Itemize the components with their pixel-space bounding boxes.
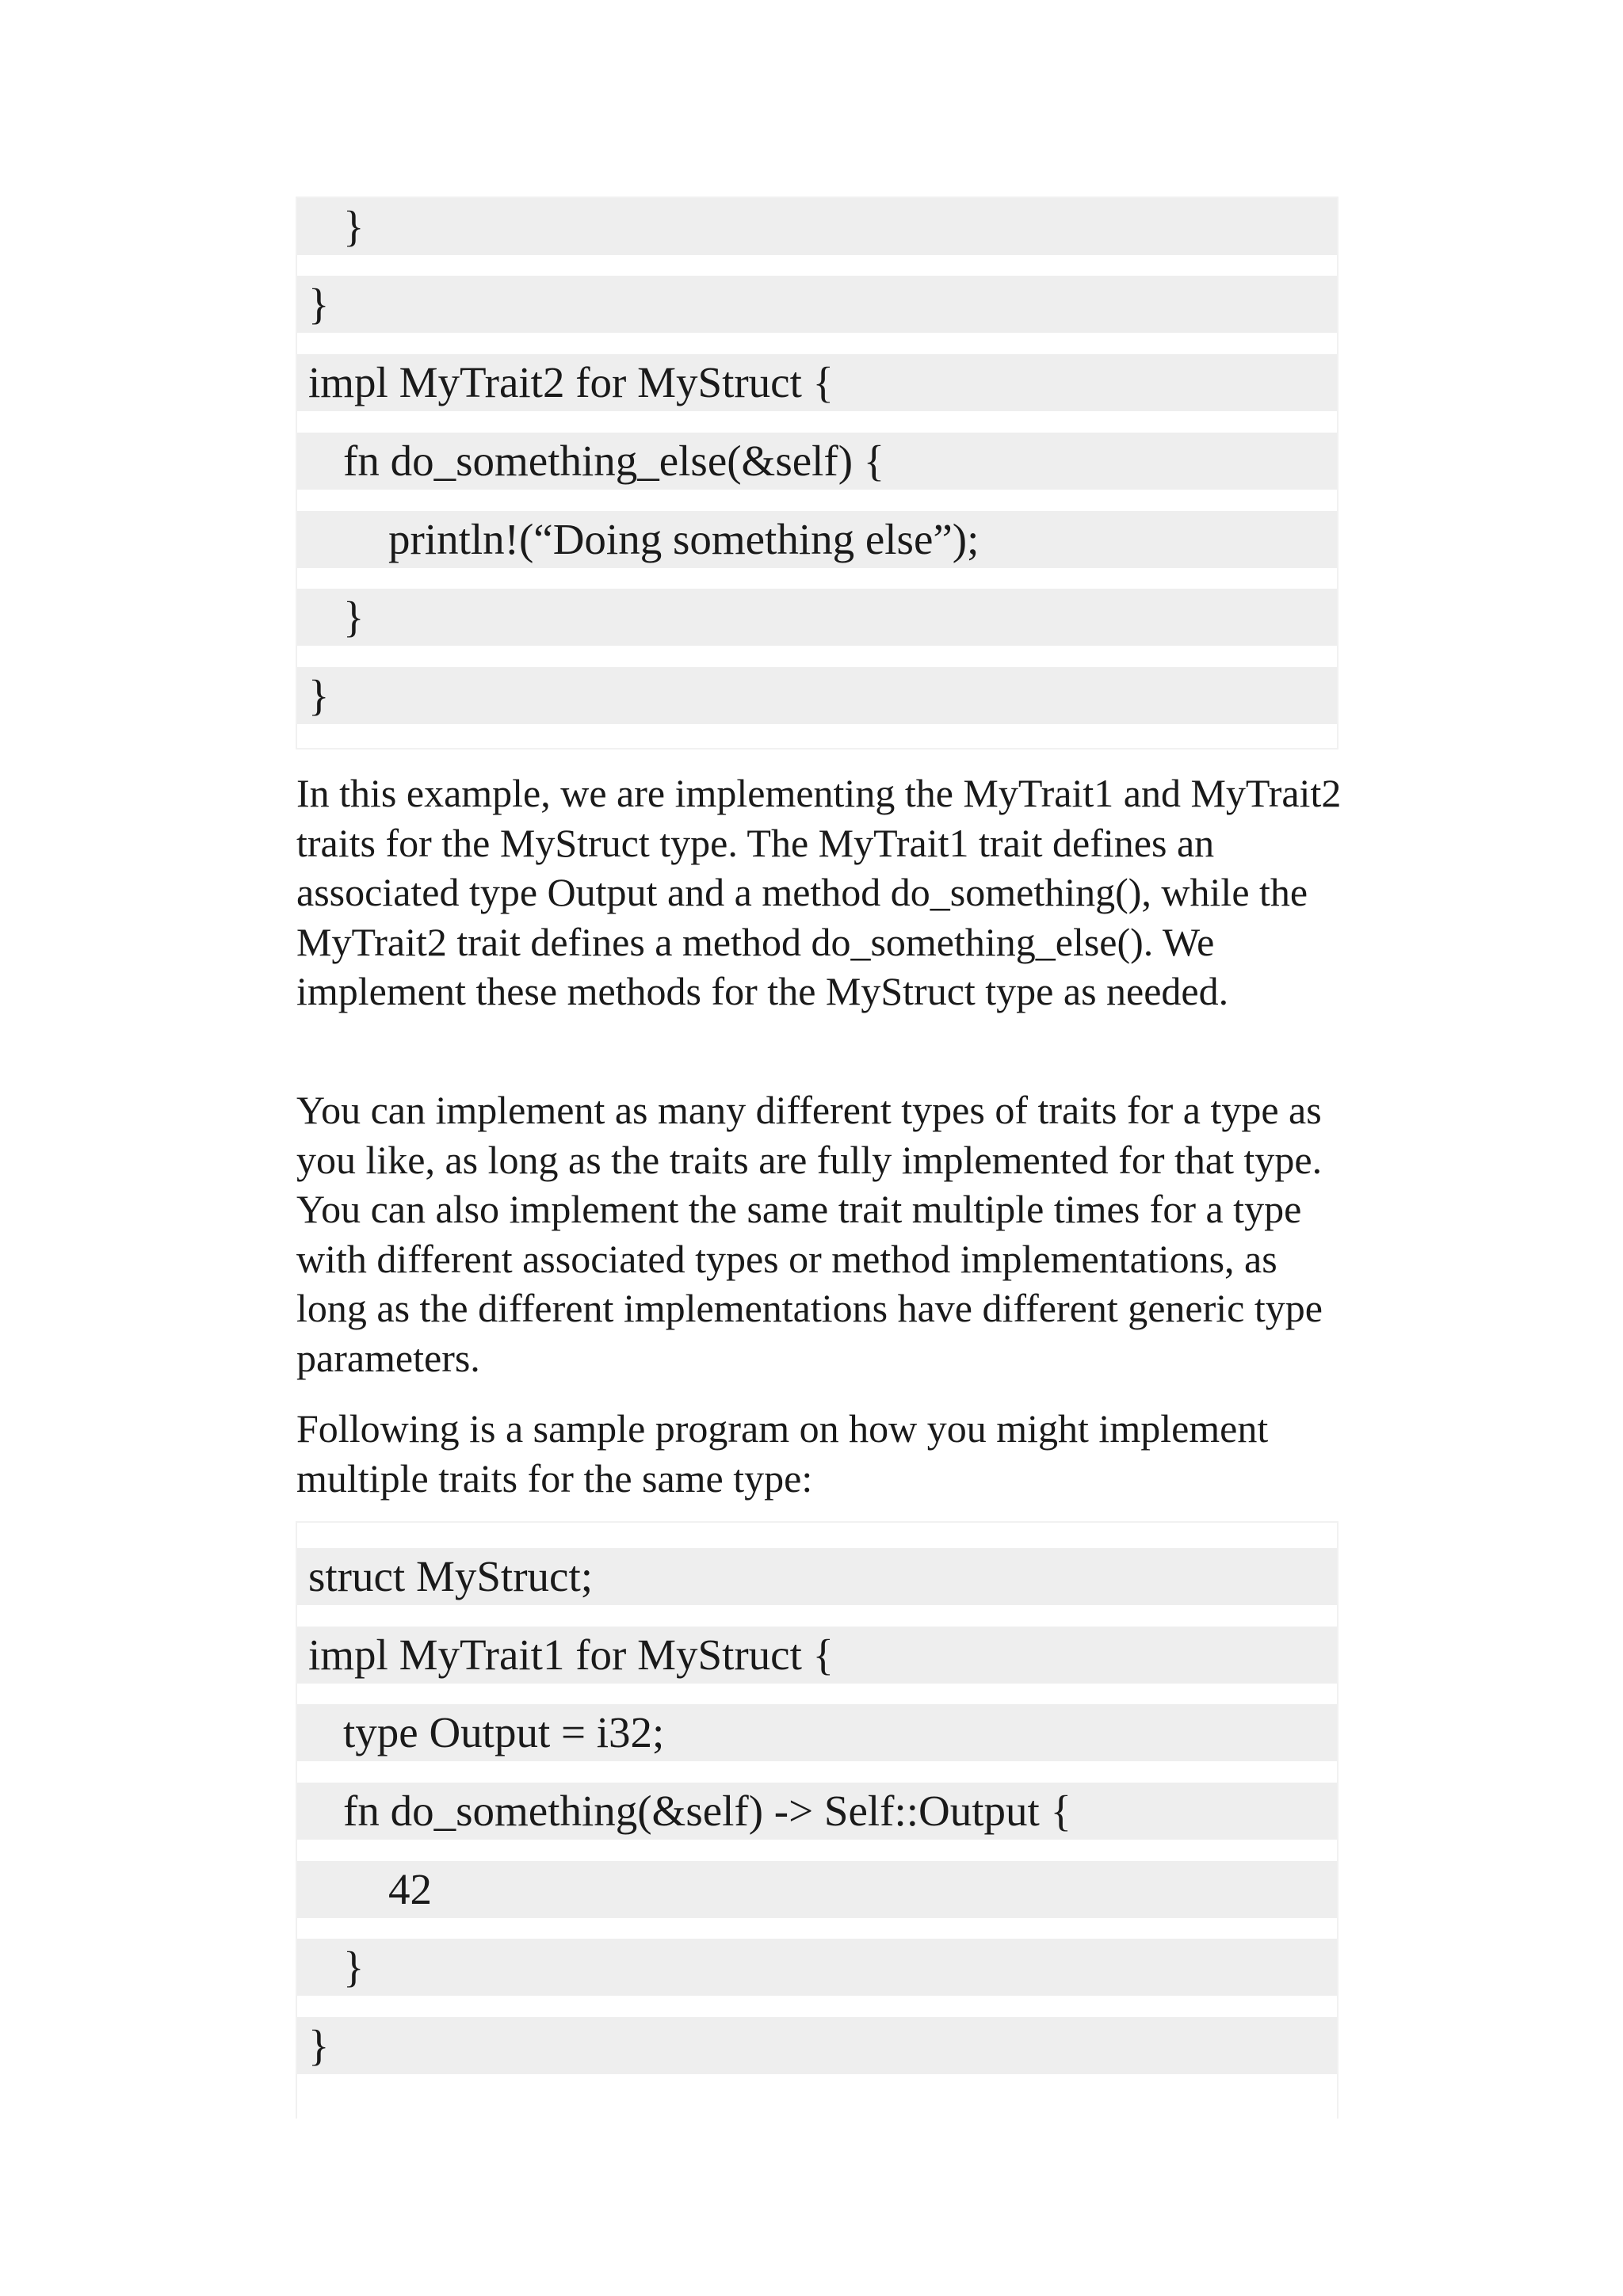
code-line: } (297, 589, 1337, 646)
code-line: impl MyTrait1 for MyStruct { (297, 1627, 1337, 1684)
code-line: println!(“Doing something else”); (297, 511, 1337, 568)
code-line: } (297, 2017, 1337, 2074)
code-line: 42 (297, 1861, 1337, 1918)
code-block-top (296, 196, 1338, 749)
paragraph-explanation: In this example, we are implementing the MyTrait1 and MyTrait2 traits for the MyStruct type. The MyTrait1 trait defines an associated type Output and a method do_something(), while the MyTrait2 trait defines a method do_something_else(). We implement these methods for the MyStruct type as needed. (296, 771, 1342, 1013)
code-line: } (297, 1939, 1337, 1996)
paragraph-intro-sample: Following is a sample program on how you might implement multiple traits for the same type: (296, 1406, 1269, 1501)
code-line: } (297, 198, 1337, 255)
code-line: struct MyStruct; (297, 1548, 1337, 1605)
code-line: } (297, 667, 1337, 724)
code-block-bottom (296, 1521, 1338, 2119)
code-line: type Output = i32; (297, 1704, 1337, 1761)
code-line: fn do_something_else(&self) { (297, 433, 1337, 490)
code-line: impl MyTrait2 for MyStruct { (297, 354, 1337, 411)
code-line: fn do_something(&self) -> Self::Output { (297, 1783, 1337, 1840)
paragraph-multiple-traits: You can implement as many different types of traits for a type as you like, as long as the traits are fully implemented for that type. You can also implement the same trait multiple times for a type with different associated types or method implementations, as long as the different implementations have different generic type parameters. (296, 1088, 1323, 1380)
code-line: } (297, 276, 1337, 333)
